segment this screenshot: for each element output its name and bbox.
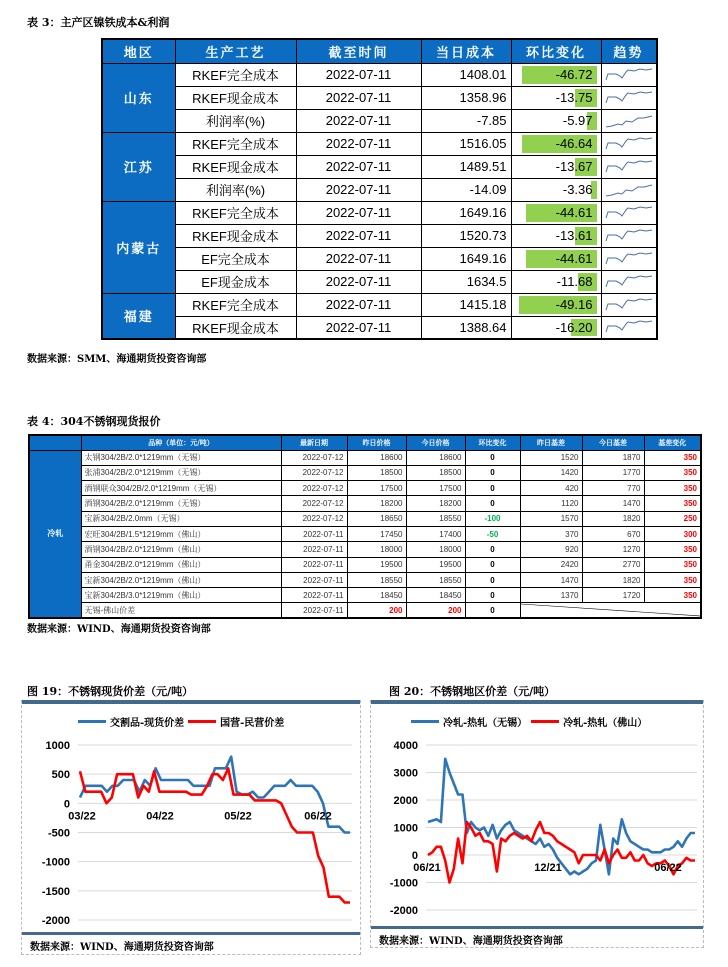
change-cell: 0 <box>465 588 520 603</box>
today-price-cell: 18500 <box>406 465 465 480</box>
change-value: -13.75 <box>555 90 593 105</box>
change-value: -44.61 <box>555 251 593 266</box>
sparkline-icon <box>604 250 654 268</box>
change-cell: -50 <box>465 526 520 541</box>
x-tick-label: 05/22 <box>224 810 252 823</box>
change-cell <box>511 201 601 224</box>
process-cell: RKEF完全成本 <box>175 63 296 86</box>
product-cell: 酒钢304/2B/2.0*1219mm（无锡） <box>81 496 281 511</box>
date-cell: 2022-07-11 <box>281 603 347 618</box>
prev-price-cell: 18600 <box>347 450 406 465</box>
sparkline-cell <box>601 109 657 132</box>
basis-change-cell: 350 <box>644 481 701 496</box>
today-price-cell: 18550 <box>406 572 465 587</box>
date-cell: 2022-07-12 <box>281 465 347 480</box>
empty-diagonal-cell <box>520 603 701 618</box>
legend-swatch-blue <box>78 720 106 723</box>
prev-basis-cell: 2420 <box>520 557 582 572</box>
today-price-cell: 18600 <box>406 450 465 465</box>
change-value: -49.16 <box>555 297 593 312</box>
process-cell: EF现金成本 <box>175 270 296 293</box>
today-basis-cell: 670 <box>582 526 644 541</box>
prev-basis-cell: 920 <box>520 542 582 557</box>
prev-price-cell: 17450 <box>347 526 406 541</box>
basis-change-cell: 350 <box>644 496 701 511</box>
today-basis-cell: 2770 <box>582 557 644 572</box>
change-cell <box>511 293 601 316</box>
basis-change-cell: 300 <box>644 526 701 541</box>
legend-swatch-blue <box>411 720 439 723</box>
date-cell: 2022-07-12 <box>281 496 347 511</box>
table-row <box>29 557 701 572</box>
region-cell: 内蒙古 <box>102 201 175 293</box>
y-tick-label: -2000 <box>41 915 70 927</box>
change-cell: 0 <box>465 450 520 465</box>
product-cell: 酒钢联众304/2B/2.0*1219mm（无锡） <box>81 481 281 496</box>
header-today-price: 今日价格 <box>406 435 465 450</box>
table-row <box>102 155 657 178</box>
date-cell: 2022-07-12 <box>281 450 347 465</box>
cost-cell: 1634.5 <box>421 270 511 293</box>
date-cell: 2022-07-12 <box>281 511 347 526</box>
change-cell <box>511 178 601 201</box>
process-cell: RKEF现金成本 <box>175 155 296 178</box>
series-line <box>428 759 695 875</box>
change-value: -16.20 <box>555 319 593 335</box>
product-cell: 酒钢304/2B/2.0*1219mm（佛山） <box>81 542 281 557</box>
change-cell <box>511 316 601 339</box>
y-tick-label: -500 <box>47 827 70 840</box>
region-cell: 江苏 <box>102 132 175 201</box>
y-tick-label: 4000 <box>393 740 418 752</box>
change-cell <box>511 270 601 293</box>
legend-label: 冷轧-热轧（佛山） <box>563 718 648 729</box>
change-value: -46.64 <box>555 136 593 151</box>
sparkline-cell <box>601 270 657 293</box>
prev-basis-cell: 1420 <box>520 465 582 480</box>
x-tick-label: 04/22 <box>146 810 174 823</box>
date-cell: 2022-07-11 <box>281 572 347 587</box>
y-tick-label: -1500 <box>41 885 70 898</box>
table-row <box>29 588 701 603</box>
table-row <box>29 572 701 587</box>
sparkline-icon <box>604 66 654 84</box>
prev-price-cell: 18650 <box>347 511 406 526</box>
date-cell: 2022-07-11 <box>296 247 421 270</box>
sparkline-cell <box>601 316 657 339</box>
today-price-cell: 18200 <box>406 496 465 511</box>
change-cell <box>511 132 601 155</box>
x-tick-label: 03/22 <box>68 810 96 823</box>
sparkline-icon <box>604 296 654 314</box>
table4-caption: 表 4：304不锈钢现货报价 <box>27 415 161 428</box>
chart-top-rule <box>371 700 703 704</box>
table-row <box>29 542 701 557</box>
process-cell: RKEF完全成本 <box>175 293 296 316</box>
header-cost: 当日成本 <box>421 39 511 63</box>
header-region <box>29 435 81 450</box>
cost-cell: 1489.51 <box>421 155 511 178</box>
today-basis-cell: 1770 <box>582 465 644 480</box>
sparkline-icon <box>604 89 654 107</box>
change-cell <box>511 86 601 109</box>
change-cell: 0 <box>465 542 520 557</box>
date-cell: 2022-07-11 <box>281 542 347 557</box>
prev-basis-cell: 1470 <box>520 572 582 587</box>
change-value: -44.61 <box>555 205 593 220</box>
x-tick-label: 06/22 <box>654 862 682 874</box>
change-cell: 0 <box>465 496 520 511</box>
prev-basis-cell: 1570 <box>520 511 582 526</box>
table-row <box>102 293 657 316</box>
prev-price-cell: 18450 <box>347 588 406 603</box>
process-cell: RKEF现金成本 <box>175 86 296 109</box>
table4-source: 数据来源：WIND、海通期货投资咨询部 <box>27 624 211 635</box>
table3-source: 数据来源：SMM、海通期货投资咨询部 <box>27 354 207 365</box>
chart-bottom-rule <box>371 926 703 929</box>
y-tick-label: 3000 <box>393 767 418 780</box>
date-cell: 2022-07-11 <box>296 178 421 201</box>
y-tick-label: 500 <box>51 769 70 782</box>
sparkline-cell <box>601 63 657 86</box>
sparkline-cell <box>601 247 657 270</box>
header-prev-basis: 昨日基差 <box>520 435 582 450</box>
change-value: -13.67 <box>555 159 593 174</box>
basis-change-cell: 350 <box>644 557 701 572</box>
today-price-cell: 18450 <box>406 588 465 603</box>
y-tick-label: -2000 <box>389 905 418 917</box>
chart19-title: 图 19：不锈钢现货价差（元/吨） <box>27 685 194 698</box>
chart20-title: 图 20：不锈钢地区价差（元/吨） <box>389 685 556 698</box>
table-row <box>102 86 657 109</box>
date-cell: 2022-07-11 <box>296 155 421 178</box>
sparkline-cell <box>601 201 657 224</box>
date-cell: 2022-07-11 <box>296 201 421 224</box>
basis-change-cell: 350 <box>644 588 701 603</box>
prev-price-cell: 19500 <box>347 557 406 572</box>
chart20-legend <box>411 714 647 729</box>
x-tick-label: 06/21 <box>413 862 441 874</box>
date-cell: 2022-07-11 <box>296 109 421 132</box>
table-row <box>102 178 657 201</box>
today-basis-cell: 1270 <box>582 542 644 557</box>
product-cell: 无锡-佛山价差 <box>81 603 281 618</box>
sparkline-cell <box>601 155 657 178</box>
basis-change-cell: 350 <box>644 572 701 587</box>
change-cell <box>511 155 601 178</box>
date-cell: 2022-07-11 <box>281 557 347 572</box>
header-prev-price: 昨日价格 <box>347 435 406 450</box>
region-cell: 冷轧 <box>29 450 81 618</box>
x-tick-label: 12/21 <box>534 862 562 874</box>
cost-cell: 1408.01 <box>421 63 511 86</box>
process-cell: RKEF完全成本 <box>175 132 296 155</box>
y-tick-label: 0 <box>63 798 70 811</box>
date-cell: 2022-07-12 <box>281 481 347 496</box>
table3-caption: 表 3：主产区镍铁成本&利润 <box>27 16 170 29</box>
table-row <box>102 316 657 339</box>
header-basis-change: 基差变化 <box>644 435 701 450</box>
change-value: -11.68 <box>556 274 593 289</box>
table-row <box>29 496 701 511</box>
prev-price-cell: 18550 <box>347 572 406 587</box>
today-price-cell: 17500 <box>406 481 465 496</box>
cost-cell: 1415.18 <box>421 293 511 316</box>
date-cell: 2022-07-11 <box>281 588 347 603</box>
date-cell: 2022-07-11 <box>296 316 421 339</box>
date-cell: 2022-07-11 <box>296 224 421 247</box>
header-change: 环比变化 <box>465 435 520 450</box>
process-cell: RKEF现金成本 <box>175 316 296 339</box>
table-row <box>29 450 701 465</box>
today-basis-cell: 770 <box>582 481 644 496</box>
process-cell: RKEF完全成本 <box>175 201 296 224</box>
sparkline-icon <box>604 181 654 199</box>
sparkline-icon <box>604 318 654 336</box>
header-process: 生产工艺 <box>175 39 296 63</box>
region-cell: 福建 <box>102 293 175 339</box>
table-row <box>102 247 657 270</box>
today-basis-cell: 1720 <box>582 588 644 603</box>
x-tick-label: 06/22 <box>304 810 332 823</box>
today-price-cell: 18000 <box>406 542 465 557</box>
date-cell: 2022-07-11 <box>281 526 347 541</box>
chart19-container <box>21 700 361 955</box>
chart-bottom-rule <box>22 932 360 935</box>
process-cell: RKEF现金成本 <box>175 224 296 247</box>
date-cell: 2022-07-11 <box>296 132 421 155</box>
today-price-cell: 200 <box>406 603 465 618</box>
legend-label: 国营-民营价差 <box>220 718 285 729</box>
today-basis-cell: 1470 <box>582 496 644 511</box>
today-basis-cell: 1820 <box>582 511 644 526</box>
basis-change-cell: 350 <box>644 542 701 557</box>
y-tick-label: 2000 <box>393 795 418 807</box>
sparkline-icon <box>604 112 654 130</box>
change-cell <box>511 63 601 86</box>
sparkline-icon <box>604 273 654 291</box>
change-value: -46.72 <box>555 67 593 82</box>
prev-price-cell: 18200 <box>347 496 406 511</box>
chart19-source: 数据来源：WIND、海通期货投资咨询部 <box>30 942 214 953</box>
chart20-plot <box>371 735 705 935</box>
today-basis-cell: 1870 <box>582 450 644 465</box>
header-latest-date: 最新日期 <box>281 435 347 450</box>
y-tick-label: 1000 <box>393 822 418 835</box>
chart-top-rule <box>22 700 360 704</box>
sparkline-icon <box>604 135 654 153</box>
y-tick-label: -1000 <box>389 877 418 890</box>
date-cell: 2022-07-11 <box>296 63 421 86</box>
change-cell: 0 <box>465 603 520 618</box>
basis-change-cell: 250 <box>644 511 701 526</box>
change-cell <box>511 224 601 247</box>
series-line <box>80 768 350 902</box>
change-value: -3.36 <box>562 182 593 197</box>
stainless-spot-quote-table <box>28 434 702 619</box>
basis-change-cell: 350 <box>644 450 701 465</box>
product-cell: 宝新304/2B/2.0*1219mm（佛山） <box>81 572 281 587</box>
table-row-spread <box>29 603 701 618</box>
chart20-container <box>370 700 704 948</box>
change-cell: 0 <box>465 572 520 587</box>
cost-cell: 1649.16 <box>421 247 511 270</box>
header-trend: 趋势 <box>601 39 657 63</box>
table-header-row <box>102 39 657 63</box>
cost-cell: 1516.05 <box>421 132 511 155</box>
sparkline-cell <box>601 293 657 316</box>
cost-cell: 1388.64 <box>421 316 511 339</box>
table-row <box>102 63 657 86</box>
prev-price-cell: 200 <box>347 603 406 618</box>
nickel-iron-cost-table <box>101 38 658 340</box>
product-cell: 宏旺304/2B/1.5*1219mm（佛山） <box>81 526 281 541</box>
table-row <box>102 109 657 132</box>
sparkline-icon <box>604 227 654 245</box>
product-cell: 太钢304/2B/2.0*1219mm（无锡） <box>81 450 281 465</box>
prev-basis-cell: 1120 <box>520 496 582 511</box>
y-tick-label: -1000 <box>41 856 70 869</box>
table-row <box>102 270 657 293</box>
table-row <box>102 201 657 224</box>
product-cell: 甬金304/2B/2.0*1219mm（佛山） <box>81 557 281 572</box>
prev-price-cell: 18000 <box>347 542 406 557</box>
prev-basis-cell: 1370 <box>520 588 582 603</box>
table-row <box>102 132 657 155</box>
cost-cell: -14.09 <box>421 178 511 201</box>
header-date: 截至时间 <box>296 39 421 63</box>
change-value: -13.61 <box>555 228 593 243</box>
chart19-plot <box>22 735 362 935</box>
prev-basis-cell: 420 <box>520 481 582 496</box>
today-price-cell: 18550 <box>406 511 465 526</box>
table-row <box>29 465 701 480</box>
prev-basis-cell: 1520 <box>520 450 582 465</box>
sparkline-cell <box>601 224 657 247</box>
date-cell: 2022-07-11 <box>296 270 421 293</box>
product-cell: 张浦304/2B/2.0*1219mm（无锡） <box>81 465 281 480</box>
process-cell: 利润率(%) <box>175 178 296 201</box>
change-cell <box>511 247 601 270</box>
product-cell: 宝新304/2B/2.0mm（无锡） <box>81 511 281 526</box>
header-region: 地区 <box>102 39 175 63</box>
today-price-cell: 19500 <box>406 557 465 572</box>
sparkline-cell <box>601 178 657 201</box>
table-header-row <box>29 435 701 450</box>
table-row <box>29 481 701 496</box>
today-price-cell: 17400 <box>406 526 465 541</box>
change-value: -5.97 <box>562 113 593 128</box>
sparkline-icon <box>604 158 654 176</box>
legend-swatch-red <box>531 720 559 723</box>
prev-price-cell: 18500 <box>347 465 406 480</box>
cost-cell: 1358.96 <box>421 86 511 109</box>
change-cell: 0 <box>465 557 520 572</box>
today-basis-cell: 1820 <box>582 572 644 587</box>
legend-label: 交割品-现货价差 <box>110 718 185 729</box>
cost-cell: 1649.16 <box>421 201 511 224</box>
sparkline-cell <box>601 86 657 109</box>
basis-change-cell: 350 <box>644 465 701 480</box>
table-row <box>29 511 701 526</box>
date-cell: 2022-07-11 <box>296 86 421 109</box>
change-cell: 0 <box>465 465 520 480</box>
prev-price-cell: 17500 <box>347 481 406 496</box>
sparkline-cell <box>601 132 657 155</box>
chart20-source: 数据来源：WIND、海通期货投资咨询部 <box>379 936 563 947</box>
region-cell: 山东 <box>102 63 175 132</box>
legend-swatch-red <box>188 720 216 723</box>
process-cell: 利润率(%) <box>175 109 296 132</box>
legend-label: 冷轧-热轧（无锡） <box>443 718 528 729</box>
prev-basis-cell: 370 <box>520 526 582 541</box>
date-cell: 2022-07-11 <box>296 293 421 316</box>
y-tick-label: 0 <box>411 850 418 862</box>
header-today-basis: 今日基差 <box>582 435 644 450</box>
chart19-legend <box>78 714 284 729</box>
cost-cell: -7.85 <box>421 109 511 132</box>
cost-cell: 1520.73 <box>421 224 511 247</box>
sparkline-icon <box>604 204 654 222</box>
header-product: 品种（单位：元/吨） <box>81 435 281 450</box>
change-cell: -100 <box>465 511 520 526</box>
change-cell <box>511 109 601 132</box>
process-cell: EF完全成本 <box>175 247 296 270</box>
product-cell: 宝新304/2B/3.0*1219mm（佛山） <box>81 588 281 603</box>
y-tick-label: 1000 <box>45 740 70 752</box>
table-row <box>29 526 701 541</box>
header-change: 环比变化 <box>511 39 601 63</box>
table-row <box>102 224 657 247</box>
change-cell: 0 <box>465 481 520 496</box>
